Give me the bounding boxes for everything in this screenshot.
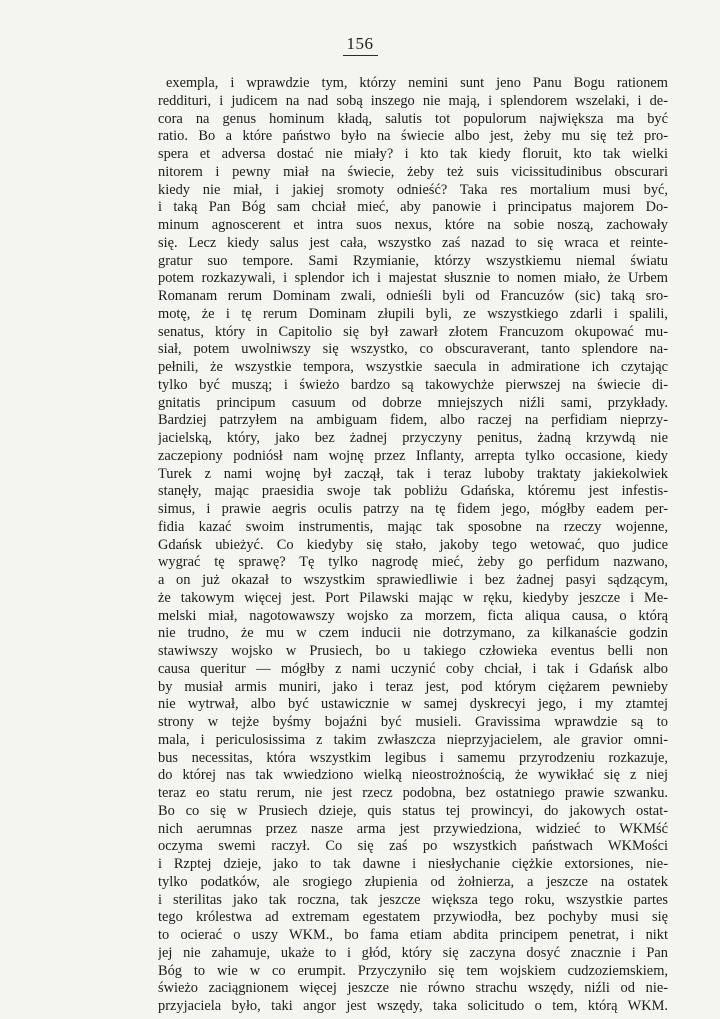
text-line: pełnili, że wszystkie tempora, wszystkie saecula in admiratione ich czytając <box>158 359 668 375</box>
text-line: by musiał armis muniri, jako i teraz jest, pod którym ciężarem pewnieby <box>158 678 668 695</box>
text-line: melski miał, nagotowawszy wojsko za morzem, ficta aliqua causa, o którą <box>158 607 668 624</box>
text-line: exempla, i wprawdzie tym, którzy nemini sunt jeno Panu Bogu rationem <box>166 75 668 91</box>
text-line: wygrać tę sprawę? Tę tylko nagrodę mieć, żeby go perfidum nazwano, <box>158 554 668 571</box>
text-line: jacielską, który, jako bez żadnej przyczyny penitus, żadną krzywdą nie <box>158 430 668 446</box>
page-number: 156 <box>0 34 720 56</box>
text-line: do której nas tak wwiedziono wielką nieostrożnością, że wywikłać się z niej <box>158 767 668 784</box>
text-line: bus necessitas, która wszystkim legibus i samemu przyrodzeniu rozkazuje, <box>158 749 668 766</box>
text-line: Gdańsk ubieżyć. Co kiedyby się stało, jakoby tego wetować, quo judice <box>158 536 668 553</box>
text-line: oczyma swemi raczył. Co się zaś po wszystkich państwach WKMości <box>158 838 668 855</box>
text-line: simus, i prawie aegris oculis patrzy na tę fidem jego, mógłby eadem per- <box>158 501 668 517</box>
text-line: to ocierać o uszy WKM., bo fama etiam abdita principem penetrat, i nikt <box>158 927 668 943</box>
text-line: Bóg to wie w co erumpit. Przyczyniło się tem wojskiem cudzoziemskiem, <box>158 962 668 979</box>
text-line: reddituri, i judicem na nad sobą inszego nie mają, i splendorem wszelaki, i de- <box>158 92 668 109</box>
text-line: cora na genus hominum kładą, salutis tot populorum największa ma być <box>158 110 668 127</box>
text-line: stanęły, mając praesidia swoje tak pobliżu Gdańska, któremu jest infestis- <box>158 483 668 500</box>
text-line: gratur suo tempore. Sami Rzymianie, którzy wszystkiemu niemal światu <box>158 252 668 269</box>
text-line: ratio. Bo a które państwo było na świecie albo jest, żeby mu się też pro- <box>158 128 668 145</box>
text-line: tylko być muszą; i świeżo bardzo są takowychże pierwszej na świecie di- <box>158 376 668 393</box>
text-line: potem rozkazywali, i splendor ich i majestat słusznie to nomen miało, że Urbem <box>158 270 668 287</box>
text-line: tego królestwa ad extremam egestatem przywiodła, bez pochyby musi się <box>158 909 668 926</box>
text-line: gnitatis principum casuum od dobrze mniejszych niźli sami, przykłady. <box>158 394 668 411</box>
text-line: nich aerumnas przez nasze arma jest przywiedziona, widzieć to WKMść <box>158 820 668 837</box>
text-line: teraz eo statu rerum, nie jest rzecz podobna, bez ostatniego prawie szwanku. <box>158 785 668 801</box>
text-line: że takowym więcej jest. Port Pilawski mając w ręku, kiedyby jeszcze i Me- <box>158 589 668 606</box>
text-line: nie wytrwał, albo być ustawicznie w samej dyskrecyi jego, i my ztamtej <box>158 696 668 713</box>
text-line: motę, że i tę rerum Dominam złupili byli, ze wszystkiego zdarli i spalili, <box>158 305 668 322</box>
text-line: kiedy nie miał, i jakiej sromoty odnieść? Taka res mortalium musi być, <box>158 181 668 198</box>
text-line: causa queritur — mógłby z nami uczynić coby chciał, i tak i Gdańsk albo <box>158 660 668 677</box>
text-line: Turek z nami wojnę był zaczął, tak i teraz luboby traktaty jakiekolwiek <box>158 465 668 482</box>
text-line: a on już okazał to wszystkim sprawiedliwie i bez żadnej pasyi sądzącym, <box>158 572 668 588</box>
body-text <box>158 75 668 1016</box>
text-line: świeżo zaciągnionem więcej jeszcze nie równo strachu wszędy, niźli od nie- <box>158 980 668 997</box>
text-line: i taką Pan Bóg sam chciał mieć, aby panowie i principatus majorem Do- <box>158 199 668 216</box>
text-line: stawiwszy wojsko w Prusiech, bo u takiego człowieka eventus belli non <box>158 643 668 659</box>
text-line: spera et adversa dostać nie miały? i kto tak kiedy floruit, kto tak wielki <box>158 146 668 162</box>
text-line: mala, i periculosissima z takim zwłaszcza nieprzyjacielem, ale gravior omni- <box>158 731 668 748</box>
text-line: siał, potem uwolniwszy się wszystko, co obscuraverant, tanto splendore na- <box>158 341 668 358</box>
text-line: i Rzptej dzieje, jako to tak dawne i niesłychanie ciężkie extorsiones, nie- <box>158 856 668 872</box>
text-line: Bardziej patrzyłem na ambiguam fidem, albo raczej na perfidiam nieprzy- <box>158 412 668 429</box>
text-line: nitorem i pewny miał na świecie, żeby też suis vicissitudinibus obscurari <box>158 163 668 180</box>
text-line: fidia kazać swoim instrumentis, mając tak sposobne na rzeczy wojenne, <box>158 518 668 535</box>
text-line: Bo co się w Prusiech dzieje, quis status tej prowincyi, do jakowych ostat- <box>158 802 668 819</box>
text-line: przyjaciela było, taki angor jest wszędy, taka solicitudo o tem, którą WKM. <box>158 998 668 1014</box>
text-line: Romanam rerum Dominam zwali, odnieśli byli od Francuzów (sic) taką sro- <box>158 288 668 304</box>
text-line: nie trudno, że mu w czem inducii nie dotrzymano, za kilkanaście godzin <box>158 625 668 642</box>
text-line: strony w tejże byśmy bojaźni być musieli. Gravissima wprawdzie są to <box>158 714 668 730</box>
text-line: jej nie zahamuje, ukaże to i głód, który się zaczyna dosyć znacznie i Pan <box>158 944 668 961</box>
text-line: senatus, który in Capitolio się był zawarł złotem Francuzom okupować mu- <box>158 323 668 340</box>
text-line: minum agnoscerent et intra suos nexus, które na sobie noszą, zachowały <box>158 217 668 233</box>
text-line: tylko podatków, ale srogiego złupienia od żołnierza, a jeszcze na ostatek <box>158 873 668 890</box>
text-line: się. Lecz kiedy salus jest cała, wszystko zaś nazad to się wraca et reinte- <box>158 234 668 251</box>
text-line: zaczepiony podniósł nam wojnę przez Inflanty, arrepta tylko occasione, kiedy <box>158 447 668 464</box>
text-line: i sterilitas jako tak roczna, tak jeszcze większa tego roku, wszystkie partes <box>158 891 668 908</box>
